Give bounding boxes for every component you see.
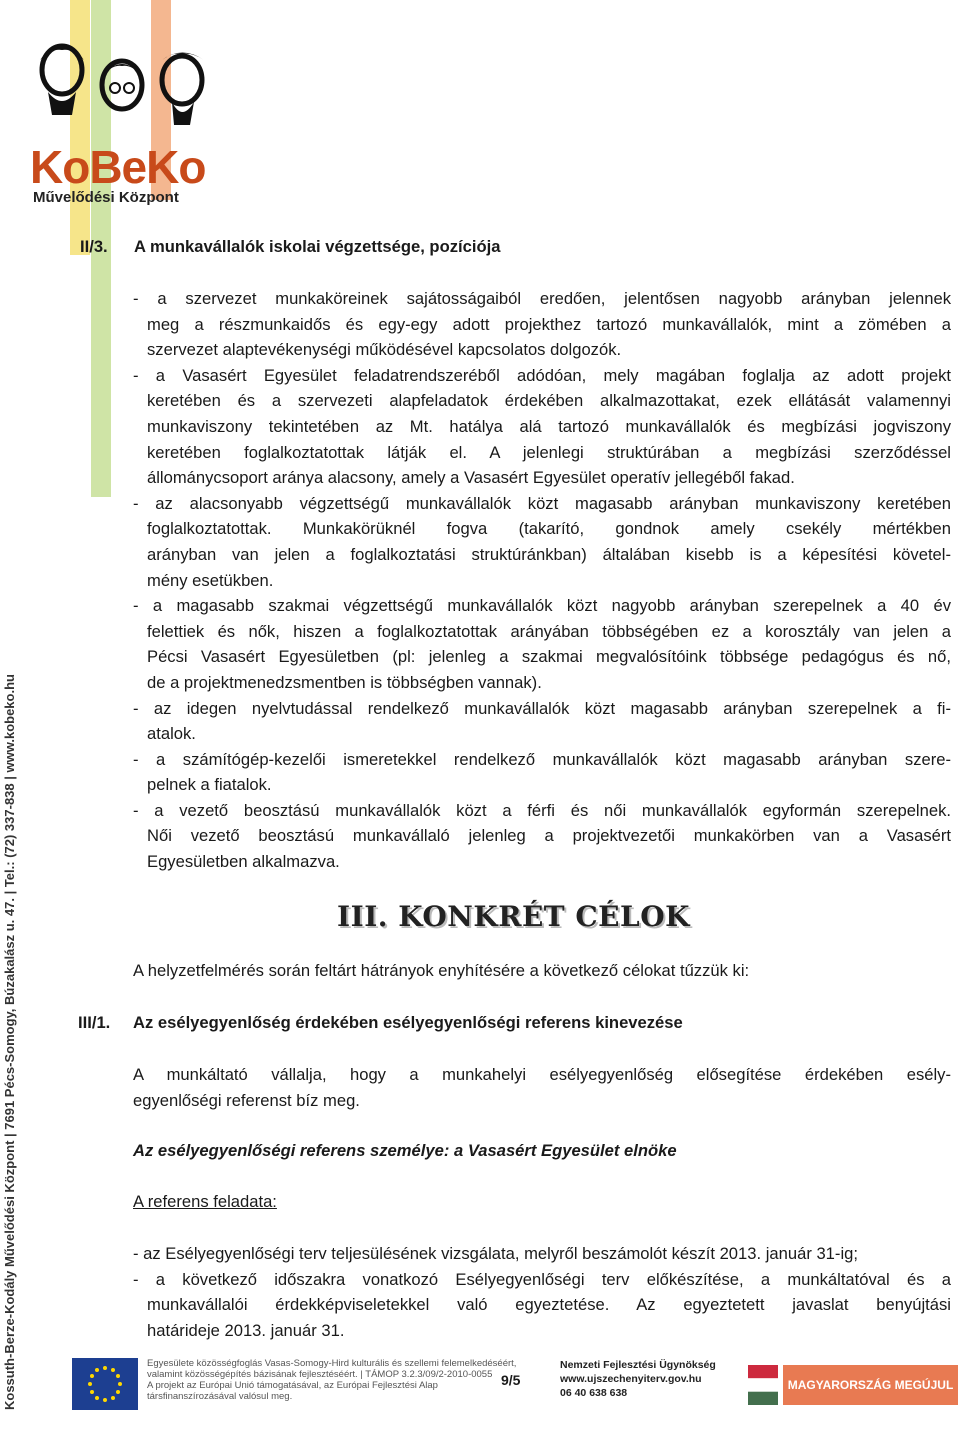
bullet-line: - a számítógép-kezelői ismeretekkel rendelkező munkavállalók közt magasabb arányban szere-	[133, 749, 951, 769]
task-line: - az Esélyegyenlőségi terv teljesülésének vizsgálata, melyről beszámolót készít 2013. január 31-ig;	[133, 1244, 858, 1263]
bullet-line: Női vezető beosztású munkavállaló jelenleg a projektvezetői munkakörben van a Vasasért	[147, 826, 951, 846]
bullet-line: - az idegen nyelvtudással rendelkező munkavállalók közt magasabb arányban szerepelnek a fi-	[133, 698, 951, 718]
task-item	[133, 1241, 951, 1267]
bullet-line: szervezet alaptevékenységi működésével kapcsolatos dolgozók.	[147, 340, 622, 360]
tasks-heading: A referens feladata:	[133, 1192, 277, 1211]
bullet-item	[133, 747, 951, 798]
paragraph-line: A munkáltató vállalja, hogy a munkahelyi esélyegyenlőség elősegítése érdekében esély-	[133, 1065, 951, 1084]
bullet-line: keretében foglalkoztatottak látják el. A jelenlegi struktúrában a megbízási szerződéssel	[147, 442, 951, 462]
bullet-line: keretében és a szervezeti alapfeladatok érdekében alkalmazottakat, ezek ellátását valamennyi	[147, 391, 951, 411]
footer-line: A projekt az Európai Unió támogatásával, az Európai Fejlesztési Alap	[147, 1380, 438, 1391]
section-3-title: III. KONKRÉT CÉLOK	[337, 900, 690, 933]
subsection-title: Az esélyegyenlőség érdekében esélyegyenlőségi referens kinevezése	[133, 1013, 683, 1032]
bullet-line: munkaviszony tekintetében az Mt. hatálya alá tartozó munkavállalók és megbízási jogviszony	[147, 416, 951, 436]
bullet-line: állománycsoport aránya alacsony, amely a Vasasért Egyesület operatív jellegéből fakad.	[147, 468, 795, 488]
bullet-line: foglalkoztatottak. Munkakörüknél fogva (takarító, gondnok amely csekély mértékben	[147, 519, 951, 539]
tasks-list	[133, 1241, 951, 1343]
page-number: 9/5	[501, 1372, 521, 1388]
eu-funding-text	[147, 1358, 545, 1413]
eu-flag-icon	[72, 1358, 138, 1410]
hungarian-flag-icon	[748, 1365, 778, 1405]
bullet-line: Egyesületben alkalmazva.	[147, 852, 340, 872]
bullet-line: - a magasabb szakmai végzettségű munkavállalók közt nagyobb arányban szerepelnek a 40 év	[133, 596, 951, 616]
section-number: II/3.	[80, 237, 108, 256]
bullet-line: mény esetükben.	[147, 570, 274, 590]
bullet-line: meg a részmunkaidős és egy-egy adott projekthez tartozó munkavállalók, mint a zömében a	[147, 314, 951, 334]
bullet-line: - a Vasasért Egyesület feladatrendszeréből adódóan, mely magában foglalja az adott projekt	[133, 365, 951, 385]
bullet-line: - a vezető beosztású munkavállalók közt a férfi és női munkavállalók egyformán szerepelnek.	[133, 800, 951, 820]
nfu-line: www.ujszechenyiterv.gov.hu	[560, 1373, 702, 1385]
section-3-intro: A helyzetfelmérés során feltárt hátrányok enyhítésére a következő célokat tűzzük ki:	[133, 961, 750, 980]
bullet-line: pelnek a fiatalok.	[147, 775, 272, 795]
bullet-list	[133, 286, 951, 875]
footer-line: Egyesülete közösségfoglás Vasas-Somogy-Hird kulturális és szellemi felemelkedéséért,	[147, 1358, 517, 1369]
footer-line: társfinanszírozásával valósul meg.	[147, 1391, 293, 1402]
bullet-line: - az alacsonyabb végzettségű munkavállalók közt magasabb arányban munkaviszony keretében	[133, 493, 951, 513]
task-line: munkavállalói érdekképviseletekkel való egyeztetése. Az egyeztetett javaslat benyújtási	[147, 1295, 951, 1315]
bullet-item	[133, 696, 951, 747]
sidebar-contact-text: Kossuth-Berze-Kodály Művelődési Központ | 7691 Pécs-Somogy, Búzakalász u. 47. | Tel.: (72) 337-838 | www.kobeko.hu	[2, 674, 17, 1410]
nfu-line: 06 40 638 638	[560, 1387, 628, 1399]
subsection-number: III/1.	[78, 1013, 111, 1032]
nfu-line: Nemzeti Fejlesztési Ügynökség	[560, 1359, 716, 1371]
logo-name: KoBeKo	[30, 141, 206, 193]
commitment-paragraph	[133, 1062, 951, 1113]
bullet-line: de a projektmenedzsmentben is többségben vannak).	[147, 672, 542, 692]
footer-line: valamint közösségépítés bázisának fejlesztéséért. | TÁMOP 3.2.3/09/2-2010-0055	[147, 1369, 493, 1380]
nfu-contact	[560, 1358, 720, 1413]
bullet-line: arányban van jelen a foglalkoztatási struktúránkban) általában kisebb is a képesítési követel-	[147, 544, 951, 564]
bullet-line: felettiek és nők, hiszen a foglalkoztatottak arányában többségében ez a korosztály van jelen a	[147, 621, 951, 641]
hungary-renews-banner: MAGYARORSZÁG MEGÚJUL	[783, 1365, 958, 1405]
referens-person: Az esélyegyenlőségi referens személye: a Vasasért Egyesület elnöke	[133, 1141, 677, 1160]
paragraph-line: egyenlőségi referenst bíz meg.	[133, 1090, 360, 1110]
section-title: A munkavállalók iskolai végzettsége, pozíciója	[134, 237, 501, 256]
bullet-line: atalok.	[147, 724, 196, 744]
bullet-line: - a szervezet munkaköreinek sajátosságaiból eredően, jelentősen nagyobb arányban jelennek	[133, 289, 951, 308]
bullet-item	[133, 798, 951, 875]
task-line: - a következő időszakra vonatkozó Esélyegyenlőségi terv előkészítése, a munkáltatóval és a	[133, 1269, 951, 1289]
bullet-item	[133, 491, 951, 593]
bullet-line: Pécsi Vasasért Egyesületben (pl: jelenleg a szakmai megvalósítóink többsége pedagógus és nő,	[147, 647, 951, 667]
task-line: határideje 2013. január 31.	[147, 1320, 345, 1340]
task-item	[133, 1267, 951, 1344]
bullet-item	[133, 363, 951, 491]
bullet-item	[133, 286, 951, 363]
bullet-item	[133, 593, 951, 695]
logo-subtitle: Művelődési Központ	[33, 189, 179, 206]
